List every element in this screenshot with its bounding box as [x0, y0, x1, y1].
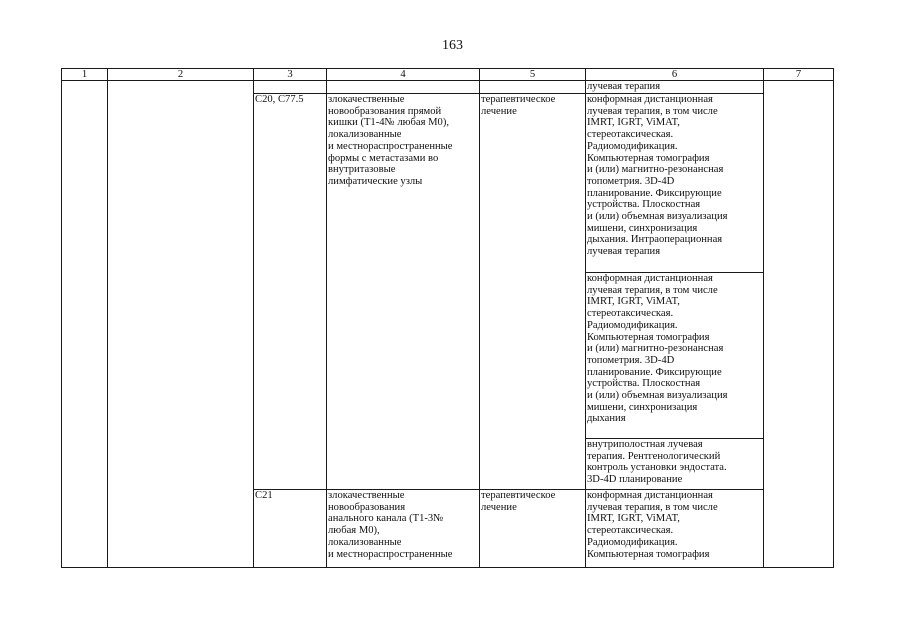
cell-line: Компьютерная томография	[587, 152, 710, 164]
cell-line: дыхания	[587, 413, 626, 425]
medical-care-table	[61, 68, 834, 568]
cell-line: лучевая терапия	[587, 81, 661, 92]
cell-line: новообразования	[328, 501, 406, 513]
column-number: 5	[480, 69, 586, 81]
cell-patient-model	[327, 94, 480, 490]
column-number: 4	[327, 69, 480, 81]
cell-line: планирование. Фиксирующие	[587, 366, 722, 378]
cell-line: внутриполостная лучевая	[587, 439, 703, 450]
cell-line: кишки (T1-4№ любая M0),	[328, 117, 450, 129]
cell-line: и местнораспространенные	[328, 140, 453, 152]
cell-line: локализованные	[328, 129, 402, 141]
cell-line: терапия. Рентгенологический	[587, 450, 721, 462]
column-number: 7	[764, 69, 834, 81]
cell-line: анального канала (T1-3№	[328, 513, 444, 525]
cell-treatment-method	[586, 94, 764, 273]
cell-line: злокачественные	[328, 490, 405, 501]
cell-line: C20, C77.5	[255, 94, 304, 105]
cell-treatment-type	[480, 490, 586, 568]
cell-treatment-method	[586, 439, 764, 490]
cell-line: конформная дистанционная	[587, 94, 713, 105]
cell-line: 3D-4D планирование	[587, 474, 683, 486]
cell-treatment-method	[586, 490, 764, 568]
cell-line: мишени, синхронизация	[587, 222, 698, 234]
cell-line: мишени, синхронизация	[587, 401, 698, 413]
cell-line: и (или) объемная визуализация	[587, 211, 728, 223]
column-number: 1	[62, 69, 108, 81]
cell-line: стереотаксическая.	[587, 525, 674, 537]
cell-treatment-type	[480, 94, 586, 490]
cell-line: IMRT, IGRT, ViMAT,	[587, 296, 680, 308]
cell-line: конформная дистанционная	[587, 273, 713, 284]
cell-line: и (или) магнитно-резонансная	[587, 164, 724, 176]
cell-col5	[480, 81, 586, 94]
cell-line: C21	[255, 490, 273, 501]
cell-line: лечение	[481, 501, 517, 513]
cell-line: планирование. Фиксирующие	[587, 187, 722, 199]
cell-col1	[62, 81, 108, 568]
page-number: 163	[442, 38, 463, 53]
cell-method-continuation	[586, 81, 764, 94]
cell-treatment-method	[586, 273, 764, 439]
cell-line: терапевтическое	[481, 490, 556, 501]
cell-line: конформная дистанционная	[587, 490, 713, 501]
cell-line: лучевая терапия, в том числе	[587, 105, 718, 117]
cell-line: и местнораспространенные	[328, 548, 453, 560]
cell-line: дыхания. Интраоперационная	[587, 234, 723, 246]
cell-patient-model	[327, 490, 480, 568]
cell-line: и (или) объемная визуализация	[587, 390, 728, 402]
cell-diagnosis-codes	[254, 94, 327, 490]
cell-line: IMRT, IGRT, ViMAT,	[587, 513, 680, 525]
cell-line: контроль установки эндостата.	[587, 462, 727, 474]
cell-col3	[254, 81, 327, 94]
column-number: 3	[254, 69, 327, 81]
cell-line: Компьютерная томография	[587, 331, 710, 343]
cell-col7	[764, 81, 834, 568]
cell-line: стереотаксическая.	[587, 129, 674, 141]
cell-line: устройства. Плоскостная	[587, 199, 701, 211]
cell-line: лимфатические узлы	[328, 175, 423, 187]
cell-line: лечение	[481, 105, 517, 117]
cell-line: Радиомодификация.	[587, 140, 678, 152]
cell-line: топометрия. 3D-4D	[587, 354, 675, 366]
cell-line: локализованные	[328, 536, 402, 548]
column-number: 6	[586, 69, 764, 81]
cell-line: новообразования прямой	[328, 105, 442, 117]
cell-line: IMRT, IGRT, ViMAT,	[587, 117, 680, 129]
cell-line: топометрия. 3D-4D	[587, 175, 675, 187]
cell-line: лучевая терапия, в том числе	[587, 501, 718, 513]
cell-line: любая M0),	[328, 525, 380, 537]
cell-col4	[327, 81, 480, 94]
cell-line: терапевтическое	[481, 94, 556, 105]
column-number-row	[62, 69, 834, 81]
cell-line: злокачественные	[328, 94, 405, 105]
cell-line: Компьютерная томография	[587, 548, 710, 560]
table-row	[62, 81, 834, 94]
cell-line: лучевая терапия	[587, 246, 661, 258]
cell-line: стереотаксическая.	[587, 308, 674, 320]
cell-line: лучевая терапия, в том числе	[587, 284, 718, 296]
cell-col2	[108, 81, 254, 568]
cell-line: Радиомодификация.	[587, 319, 678, 331]
cell-line: Радиомодификация.	[587, 536, 678, 548]
cell-line: формы с метастазами во	[328, 152, 439, 164]
cell-line: внутритазовые	[328, 164, 396, 176]
cell-diagnosis-codes	[254, 490, 327, 568]
column-number: 2	[108, 69, 254, 81]
cell-line: и (или) магнитно-резонансная	[587, 343, 724, 355]
cell-line: устройства. Плоскостная	[587, 378, 701, 390]
